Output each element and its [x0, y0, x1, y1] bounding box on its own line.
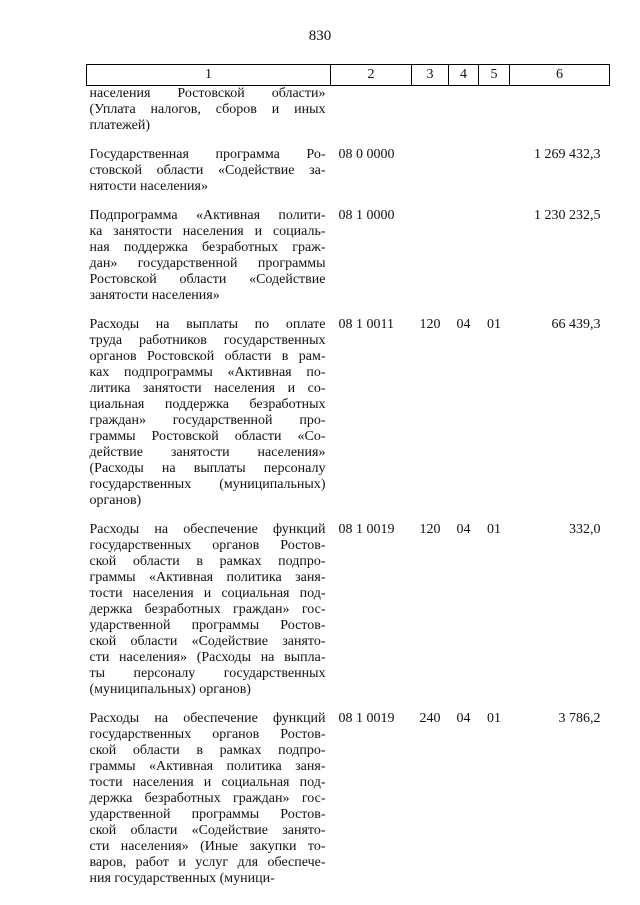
description-line: (муниципальных) органов)	[89, 682, 251, 697]
description-line: ской области «Содействие занято-	[89, 823, 326, 838]
subsection-code	[479, 86, 510, 148]
target-article-code: 08 1 0000	[338, 208, 395, 223]
header-col-5: 5	[479, 65, 510, 86]
row-description	[87, 317, 331, 522]
header-col-3: 3	[412, 65, 449, 86]
expense-type-code: 240	[419, 711, 441, 726]
subsection-code: 01	[487, 711, 501, 726]
description-line: ударственной программы Ростов-	[89, 807, 326, 822]
table-row	[87, 86, 610, 148]
description-line: ния государственных (муници-	[89, 871, 275, 886]
description-line: тости населения и социальная под-	[89, 586, 326, 601]
amount-value: 332,0	[569, 522, 601, 537]
description-line: ная поддержка безработных граж-	[89, 240, 326, 255]
description-line: ской области «Содействие занято-	[89, 634, 326, 649]
description-line: платежей)	[89, 118, 151, 133]
description-line: действие занятости населения»	[89, 445, 326, 460]
description-line: труда работников государственных	[89, 333, 326, 348]
header-col-6: 6	[510, 65, 610, 86]
row-description	[87, 86, 331, 148]
target-article-code: 08 1 0019	[338, 711, 395, 726]
table-row	[87, 522, 610, 711]
description-line: Расходы на обеспечение функций	[89, 522, 326, 537]
description-line: Подпрограмма «Активная полити-	[89, 208, 326, 223]
amount-value: 66 439,3	[551, 317, 601, 332]
section-code	[449, 208, 479, 317]
description-line: стовской области «Содействие за-	[89, 163, 326, 178]
subsection-code: 01	[487, 522, 501, 537]
table-row	[87, 208, 610, 317]
section-code: 04	[456, 317, 471, 332]
description-line: государственных органов Ростов-	[89, 538, 326, 553]
description-line: государственных (муниципальных)	[89, 477, 326, 492]
description-line: Расходы на выплаты по оплате	[89, 317, 326, 332]
expense-type-code: 120	[419, 522, 441, 537]
expense-type-code	[412, 147, 449, 208]
description-line: ках подпрограммы «Активная по-	[89, 365, 326, 380]
expense-type-code	[412, 86, 449, 148]
amount-value	[510, 86, 610, 148]
row-description	[87, 522, 331, 711]
description-line: дан» государственной программы	[89, 256, 326, 271]
target-article-code: 08 1 0011	[338, 317, 394, 332]
budget-table	[86, 64, 610, 900]
table-row	[87, 147, 610, 208]
description-line: ты персоналу государственных	[89, 666, 326, 681]
description-line: государственных органов Ростов-	[89, 727, 326, 742]
section-code	[449, 86, 479, 148]
row-description	[87, 711, 331, 900]
description-line: Ростовской области «Содействие	[89, 272, 326, 287]
description-line: нятости населения»	[89, 179, 208, 194]
description-line: держка безработных граждан» гос-	[89, 602, 326, 617]
description-line: граммы Ростовской области «Со-	[89, 429, 326, 444]
description-line: ка занятости населения и социаль-	[89, 224, 326, 239]
description-line: граммы «Активная политика заня-	[89, 759, 326, 774]
description-line: сти населения» (Иные закупки то-	[89, 839, 326, 854]
description-line: органов)	[89, 493, 142, 508]
description-line: граммы «Активная политика заня-	[89, 570, 326, 585]
page-number: 830	[308, 28, 332, 44]
description-line: (Уплата налогов, сборов и иных	[89, 102, 326, 117]
description-line: занятости населения»	[89, 288, 220, 303]
description-line: населения Ростовской области»	[89, 86, 326, 101]
description-line: ской области в рамках подпро-	[89, 554, 326, 569]
row-description	[87, 147, 331, 208]
description-line: (Расходы на выплаты персоналу	[89, 461, 326, 476]
amount-value: 1 269 432,3	[534, 147, 601, 162]
column-number-header	[87, 65, 610, 86]
table-row	[87, 317, 610, 522]
target-article-code	[331, 86, 412, 148]
description-line: варов, работ и услуг для обеспече-	[89, 855, 326, 870]
description-line: циальная поддержка безработных	[89, 397, 326, 412]
section-code: 04	[456, 711, 471, 726]
description-line: сти населения» (Расходы на выпла-	[89, 650, 326, 665]
subsection-code	[479, 208, 510, 317]
header-col-2: 2	[331, 65, 412, 86]
description-line: ской области в рамках подпро-	[89, 743, 326, 758]
header-col-4: 4	[449, 65, 479, 86]
description-line: ударственной программы Ростов-	[89, 618, 326, 633]
description-line: Расходы на обеспечение функций	[89, 711, 326, 726]
subsection-code	[479, 147, 510, 208]
header-col-1: 1	[87, 65, 331, 86]
subsection-code: 01	[487, 317, 501, 332]
row-description	[87, 208, 331, 317]
target-article-code: 08 0 0000	[338, 147, 395, 162]
description-line: литика занятости населения и со-	[89, 381, 326, 396]
description-line: Государственная программа Ро-	[89, 147, 326, 162]
description-line: тости населения и социальная под-	[89, 775, 326, 790]
description-line: органов Ростовской области в рам-	[89, 349, 326, 364]
description-line: держка безработных граждан» гос-	[89, 791, 326, 806]
expense-type-code	[412, 208, 449, 317]
amount-value: 1 230 232,5	[534, 208, 601, 223]
section-code: 04	[456, 522, 471, 537]
section-code	[449, 147, 479, 208]
description-line: граждан» государственной про-	[89, 413, 326, 428]
table-row	[87, 711, 610, 900]
target-article-code: 08 1 0019	[338, 522, 395, 537]
expense-type-code: 120	[419, 317, 441, 332]
amount-value: 3 786,2	[558, 711, 601, 726]
